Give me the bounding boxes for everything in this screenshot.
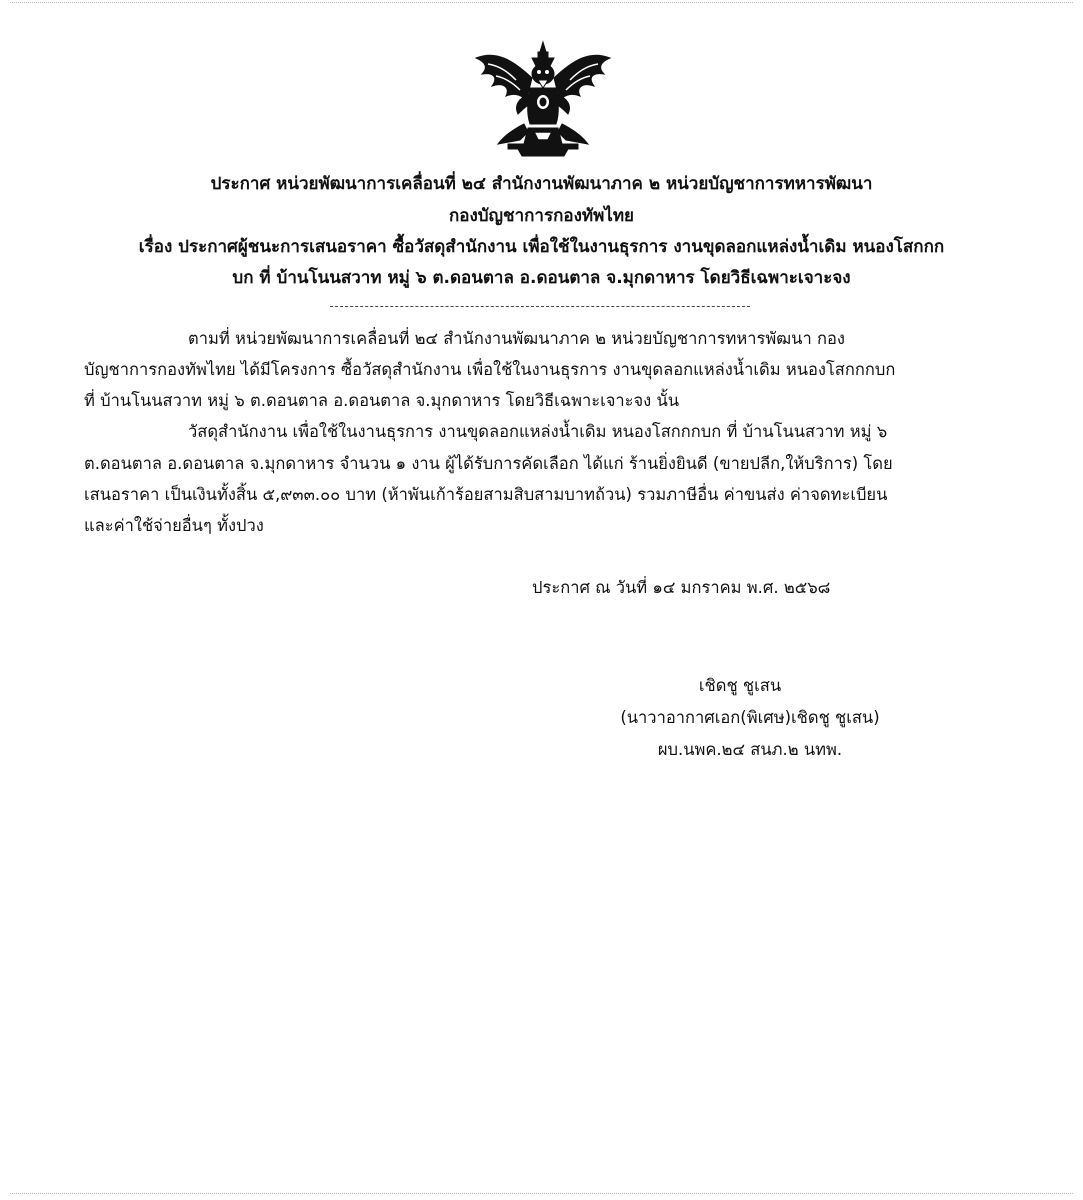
paragraph-1-line-2: บัญชาการกองทัพไทย ได้มีโครงการ ซื้อวัสดุสำนักงาน เพื่อใช้ในงานธุรการ งานขุดลอกแหล่งน้ำเดิม หนองโสกกกบก	[84, 360, 896, 379]
announcement-date: ประกาศ ณ วันที่ ๑๔ มกราคม พ.ศ. ๒๕๖๘	[532, 578, 831, 597]
garuda-emblem-icon	[468, 40, 618, 160]
paragraph-2-line-2: ต.ดอนตาล อ.ดอนตาล จ.มุกดาหาร จำนวน ๑ งาน ผู้ได้รับการคัดเลือก ได้แก่ ร้านยิ่งยินดี (ขายปลีก,ให้บริการ) โดย	[84, 454, 893, 473]
title-divider	[330, 306, 750, 307]
paragraph-1-line-1: ตามที่ หน่วยพัฒนาการเคลื่อนที่ ๒๔ สำนักงานพัฒนาภาค ๒ หน่วยบัญชาการทหารพัฒนา กอง	[188, 329, 845, 348]
scan-border-top	[10, 2, 1073, 4]
signature-position: ผบ.นพค.๒๔ สนภ.๒ นทพ.	[657, 740, 843, 759]
announcement-title: ประกาศ หน่วยพัฒนาการเคลื่อนที่ ๒๔ สำนักงานพัฒนาภาค ๒ หน่วยบัญชาการทหารพัฒนา	[210, 174, 873, 194]
announcement-subject: เรื่อง ประกาศผู้ชนะการเสนอราคา ซื้อวัสดุสำนักงาน เพื่อใช้ในงานธุรการ งานขุดลอกแหล่งน้ำเดิม หนองโสกกก	[138, 237, 945, 257]
announcement-subject-cont: บก ที่ บ้านโนนสวาท หมู่ ๖ ต.ดอนตาล อ.ดอนตาล จ.มุกดาหาร โดยวิธีเฉพาะเจาะจง	[232, 268, 851, 288]
paragraph-1-line-3: ที่ บ้านโนนสวาท หมู่ ๖ ต.ดอนตาล อ.ดอนตาล จ.มุกดาหาร โดยวิธีเฉพาะเจาะจง นั้น	[84, 391, 680, 410]
paragraph-2-line-4: และค่าใช้จ่ายอื่นๆ ทั้งปวง	[84, 516, 264, 535]
paragraph-2-line-3: เสนอราคา เป็นเงินทั้งสิ้น ๕,๙๓๓.๐๐ บาท (ห้าพันเก้าร้อยสามสิบสามบาทถ้วน) รวมภาษีอื่น ค่าขนส่ง ค่าจดทะเบียน	[84, 485, 888, 504]
signature-name: เชิดชู ชูเสน	[698, 676, 782, 695]
paragraph-2-line-1: วัสดุสำนักงาน เพื่อใช้ในงานธุรการ งานขุดลอกแหล่งน้ำเดิม หนองโสกกกบก ที่ บ้านโนนสวาท หมู่ ๖	[188, 422, 888, 441]
signature-full-rank: (นาวาอากาศเอก(พิเศษ)เชิดชู ชูเสน)	[620, 708, 880, 727]
announcement-title-org: กองบัญชาการกองทัพไทย	[448, 206, 635, 226]
scan-border-bottom	[10, 1193, 1073, 1195]
